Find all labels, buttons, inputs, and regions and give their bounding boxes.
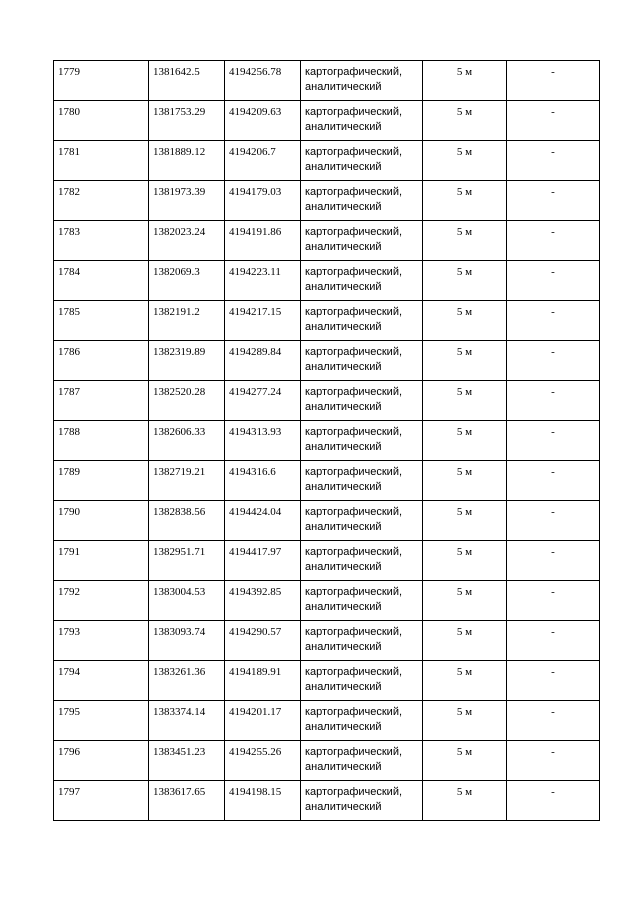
note-cell: - — [507, 181, 600, 221]
point-number-cell: 1786 — [54, 341, 149, 381]
table-row — [54, 61, 600, 101]
x-coordinate-cell: 1382319.89 — [149, 341, 225, 381]
table-row — [54, 581, 600, 621]
table-row — [54, 741, 600, 781]
accuracy-cell: 5 м — [423, 541, 507, 581]
point-number-cell: 1779 — [54, 61, 149, 101]
table-row — [54, 101, 600, 141]
x-coordinate-cell: 1383374.14 — [149, 701, 225, 741]
x-coordinate-cell: 1382191.2 — [149, 301, 225, 341]
note-cell: - — [507, 781, 600, 821]
table-row — [54, 541, 600, 581]
note-cell: - — [507, 101, 600, 141]
y-coordinate-cell: 4194289.84 — [225, 341, 301, 381]
y-coordinate-cell: 4194256.78 — [225, 61, 301, 101]
accuracy-cell: 5 м — [423, 341, 507, 381]
table-row — [54, 261, 600, 301]
y-coordinate-cell: 4194316.6 — [225, 461, 301, 501]
accuracy-cell: 5 м — [423, 661, 507, 701]
x-coordinate-cell: 1382520.28 — [149, 381, 225, 421]
note-cell: - — [507, 221, 600, 261]
x-coordinate-cell: 1383261.36 — [149, 661, 225, 701]
point-number-cell: 1790 — [54, 501, 149, 541]
point-number-cell: 1794 — [54, 661, 149, 701]
table-row — [54, 501, 600, 541]
x-coordinate-cell: 1381753.29 — [149, 101, 225, 141]
x-coordinate-cell: 1382719.21 — [149, 461, 225, 501]
point-number-cell: 1785 — [54, 301, 149, 341]
y-coordinate-cell: 4194206.7 — [225, 141, 301, 181]
accuracy-cell: 5 м — [423, 421, 507, 461]
note-cell: - — [507, 301, 600, 341]
point-number-cell: 1791 — [54, 541, 149, 581]
method-cell: картографический, аналитический — [301, 141, 423, 181]
y-coordinate-cell: 4194255.26 — [225, 741, 301, 781]
coordinates-table — [53, 60, 600, 821]
accuracy-cell: 5 м — [423, 381, 507, 421]
x-coordinate-cell: 1381889.12 — [149, 141, 225, 181]
method-cell: картографический, аналитический — [301, 101, 423, 141]
table-row — [54, 221, 600, 261]
method-cell: картографический, аналитический — [301, 741, 423, 781]
method-cell: картографический, аналитический — [301, 421, 423, 461]
accuracy-cell: 5 м — [423, 301, 507, 341]
y-coordinate-cell: 4194424.04 — [225, 501, 301, 541]
point-number-cell: 1783 — [54, 221, 149, 261]
x-coordinate-cell: 1382838.56 — [149, 501, 225, 541]
point-number-cell: 1797 — [54, 781, 149, 821]
y-coordinate-cell: 4194189.91 — [225, 661, 301, 701]
note-cell: - — [507, 381, 600, 421]
table-row — [54, 421, 600, 461]
y-coordinate-cell: 4194198.15 — [225, 781, 301, 821]
method-cell: картографический, аналитический — [301, 61, 423, 101]
method-cell: картографический, аналитический — [301, 581, 423, 621]
y-coordinate-cell: 4194417.97 — [225, 541, 301, 581]
coordinates-table-body — [54, 61, 600, 821]
table-row — [54, 621, 600, 661]
method-cell: картографический, аналитический — [301, 661, 423, 701]
x-coordinate-cell: 1382069.3 — [149, 261, 225, 301]
accuracy-cell: 5 м — [423, 141, 507, 181]
point-number-cell: 1796 — [54, 741, 149, 781]
point-number-cell: 1782 — [54, 181, 149, 221]
table-row — [54, 701, 600, 741]
point-number-cell: 1795 — [54, 701, 149, 741]
note-cell: - — [507, 621, 600, 661]
y-coordinate-cell: 4194191.86 — [225, 221, 301, 261]
point-number-cell: 1793 — [54, 621, 149, 661]
accuracy-cell: 5 м — [423, 701, 507, 741]
y-coordinate-cell: 4194209.63 — [225, 101, 301, 141]
accuracy-cell: 5 м — [423, 501, 507, 541]
point-number-cell: 1792 — [54, 581, 149, 621]
x-coordinate-cell: 1382023.24 — [149, 221, 225, 261]
table-row — [54, 341, 600, 381]
point-number-cell: 1784 — [54, 261, 149, 301]
method-cell: картографический, аналитический — [301, 341, 423, 381]
method-cell: картографический, аналитический — [301, 701, 423, 741]
x-coordinate-cell: 1383093.74 — [149, 621, 225, 661]
method-cell: картографический, аналитический — [301, 461, 423, 501]
note-cell: - — [507, 341, 600, 381]
x-coordinate-cell: 1382951.71 — [149, 541, 225, 581]
x-coordinate-cell: 1383617.65 — [149, 781, 225, 821]
accuracy-cell: 5 м — [423, 461, 507, 501]
accuracy-cell: 5 м — [423, 61, 507, 101]
point-number-cell: 1788 — [54, 421, 149, 461]
y-coordinate-cell: 4194201.17 — [225, 701, 301, 741]
x-coordinate-cell: 1383451.23 — [149, 741, 225, 781]
y-coordinate-cell: 4194217.15 — [225, 301, 301, 341]
x-coordinate-cell: 1382606.33 — [149, 421, 225, 461]
y-coordinate-cell: 4194313.93 — [225, 421, 301, 461]
point-number-cell: 1789 — [54, 461, 149, 501]
method-cell: картографический, аналитический — [301, 781, 423, 821]
accuracy-cell: 5 м — [423, 221, 507, 261]
point-number-cell: 1780 — [54, 101, 149, 141]
y-coordinate-cell: 4194223.11 — [225, 261, 301, 301]
accuracy-cell: 5 м — [423, 621, 507, 661]
method-cell: картографический, аналитический — [301, 501, 423, 541]
note-cell: - — [507, 141, 600, 181]
note-cell: - — [507, 61, 600, 101]
table-row — [54, 781, 600, 821]
accuracy-cell: 5 м — [423, 101, 507, 141]
accuracy-cell: 5 м — [423, 581, 507, 621]
method-cell: картографический, аналитический — [301, 301, 423, 341]
y-coordinate-cell: 4194277.24 — [225, 381, 301, 421]
note-cell: - — [507, 661, 600, 701]
accuracy-cell: 5 м — [423, 261, 507, 301]
table-row — [54, 301, 600, 341]
note-cell: - — [507, 421, 600, 461]
x-coordinate-cell: 1383004.53 — [149, 581, 225, 621]
accuracy-cell: 5 м — [423, 781, 507, 821]
x-coordinate-cell: 1381973.39 — [149, 181, 225, 221]
method-cell: картографический, аналитический — [301, 621, 423, 661]
table-row — [54, 461, 600, 501]
accuracy-cell: 5 м — [423, 741, 507, 781]
method-cell: картографический, аналитический — [301, 381, 423, 421]
method-cell: картографический, аналитический — [301, 261, 423, 301]
method-cell: картографический, аналитический — [301, 541, 423, 581]
note-cell: - — [507, 461, 600, 501]
x-coordinate-cell: 1381642.5 — [149, 61, 225, 101]
y-coordinate-cell: 4194179.03 — [225, 181, 301, 221]
table-row — [54, 141, 600, 181]
y-coordinate-cell: 4194392.85 — [225, 581, 301, 621]
accuracy-cell: 5 м — [423, 181, 507, 221]
table-row — [54, 381, 600, 421]
note-cell: - — [507, 501, 600, 541]
note-cell: - — [507, 701, 600, 741]
point-number-cell: 1787 — [54, 381, 149, 421]
point-number-cell: 1781 — [54, 141, 149, 181]
note-cell: - — [507, 541, 600, 581]
note-cell: - — [507, 261, 600, 301]
note-cell: - — [507, 741, 600, 781]
note-cell: - — [507, 581, 600, 621]
method-cell: картографический, аналитический — [301, 181, 423, 221]
method-cell: картографический, аналитический — [301, 221, 423, 261]
table-row — [54, 661, 600, 701]
table-row — [54, 181, 600, 221]
y-coordinate-cell: 4194290.57 — [225, 621, 301, 661]
